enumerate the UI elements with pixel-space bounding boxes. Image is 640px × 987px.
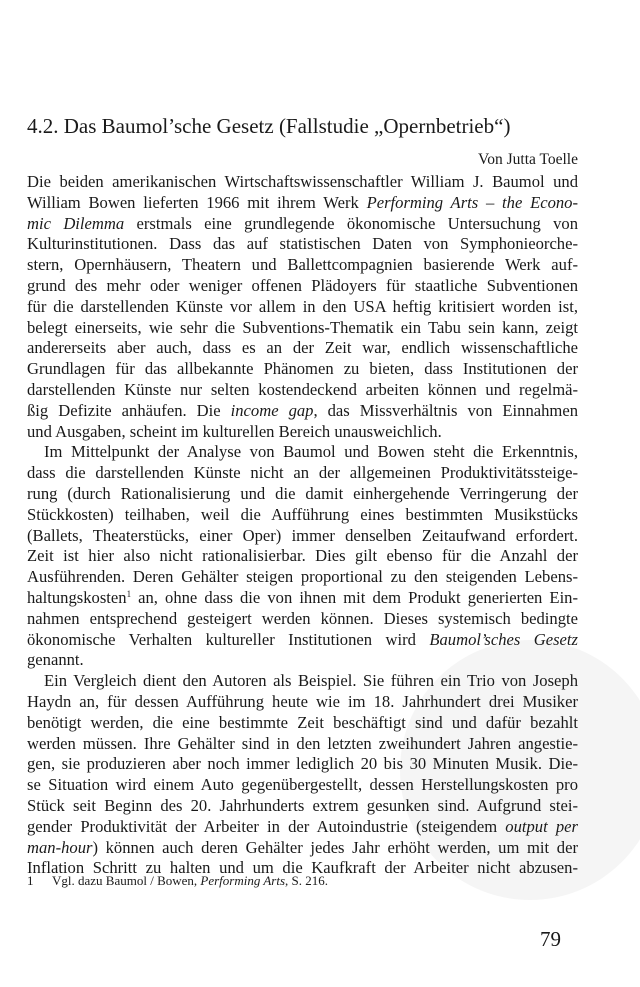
text-line [27, 338, 578, 359]
author-line: Von Jutta Toelle [478, 151, 578, 168]
italic-text: income gap [230, 400, 314, 420]
text-segment: Zeit ist hier also nicht rationalisierbar. Dies gilt ebenso für die Anzahl der [27, 546, 578, 566]
text-line [27, 671, 578, 692]
text-line [27, 172, 578, 193]
text-segment: grund des mehr oder weniger offenen Plädoyers für staatliche Subventionen [27, 275, 578, 295]
text-segment: Grundlagen für das allbekannte Phänomen zu bieten, dass Institutionen der [27, 359, 578, 379]
text-segment: andererseits aber auch, dass es an der Zeit war, endlich wissenschaftliche [27, 338, 578, 358]
paragraph [27, 671, 578, 879]
text-line [27, 630, 578, 651]
text-segment: gender Produktivität der Arbeiter in der Autoindustrie (steigendem [27, 816, 506, 836]
text-segment: gen, sie produzieren aber noch immer lediglich 20 bis 30 Minuten Musik. Die- [27, 754, 578, 774]
text-segment: William Bowen lieferten 1966 mit ihrem Werk [27, 192, 367, 212]
text-line [27, 234, 578, 255]
footnote [27, 873, 328, 889]
text-line [27, 526, 578, 547]
text-line [27, 609, 578, 630]
text-segment: (Ballets, Theaterstücks, einer Oper) immer denselben Zeitaufwand erfordert. [27, 525, 578, 545]
text-segment: Stückkosten) teilhaben, weil die Aufführung eines bestimmten Musikstücks [27, 504, 578, 524]
text-line [27, 734, 578, 755]
section-heading: 4.2. Das Baumol’sche Gesetz (Fallstudie „Opernbetrieb“) [27, 114, 511, 138]
text-line [27, 442, 578, 463]
text-segment: Inflation Schritt zu halten und um die Kaufkraft der Arbeiter nicht abzusen- [27, 858, 578, 878]
italic-text: Baumol’sches Gesetz [429, 629, 578, 649]
text-line [27, 297, 578, 318]
text-segment: se Situation wird einem Auto gegenübergestellt, dessen Herstellungskosten pro [27, 775, 578, 795]
italic-text: mic Dilemma [27, 213, 125, 233]
text-line [27, 567, 578, 588]
text-line [27, 775, 578, 796]
text-segment: Ausführenden. Deren Gehälter steigen proportional zu den steigenden Lebens- [27, 567, 578, 587]
text-segment: belegt einerseits, wie sehr die Subventions-Thematik ein Tabu sein kann, zeigt [27, 317, 578, 337]
text-segment: Haydn an, für dessen Aufführung heute wie im 18. Jahrhundert drei Musiker [27, 691, 578, 711]
text-segment: erstmals eine grundlegende ökonomische Untersuchung von [124, 213, 578, 233]
text-segment: und Ausgaben, scheint im kulturellen Bereich unausweichlich. [27, 421, 442, 441]
footnote-title: Performing Arts [200, 873, 286, 888]
text-line [27, 650, 578, 671]
text-line [27, 359, 578, 380]
text-segment: Ein Vergleich dient den Autoren als Beispiel. Sie führen ein Trio von Joseph [44, 671, 578, 691]
text-line [27, 401, 578, 422]
text-line [27, 255, 578, 276]
text-line [27, 838, 578, 859]
body-text [27, 172, 578, 879]
italic-text: man-hour [27, 837, 93, 857]
text-line [27, 796, 578, 817]
text-segment: benötigt werden, die eine bestimmte Zeit beschäftigt sind und dafür bezahlt [27, 712, 578, 732]
text-segment: Im Mittelpunkt der Analyse von Baumol und Bowen steht die Erkenntnis, [44, 442, 578, 462]
text-segment: dass die darstellenden Künste nicht an der allgemeinen Produktivitätssteige- [27, 463, 578, 483]
text-segment: ökonomische Verhalten kultureller Institutionen wird [27, 629, 430, 649]
text-segment: an, ohne dass die von ihnen mit dem Produkt generierten Ein- [131, 587, 578, 607]
footnote-ref: 1 [126, 588, 132, 599]
text-segment: ) können auch deren Gehälter jedes Jahr erhöht werden, um mit der [92, 837, 578, 857]
text-segment: stern, Opernhäusern, Theatern und Ballettcompagnien basierende Werk auf- [27, 255, 578, 275]
text-segment: werden müssen. Ihre Gehälter sind in den letzten zweihundert Jahren angestie- [27, 733, 578, 753]
text-line [27, 754, 578, 775]
text-segment: ßig Defizite anhäufen. Die [27, 400, 231, 420]
text-segment: Die beiden amerikanischen Wirtschaftswissenschaftler William J. Baumol und [27, 172, 578, 191]
text-line [27, 380, 578, 401]
text-line [27, 193, 578, 214]
text-segment: , das Missverhältnis von Einnahmen [313, 400, 578, 420]
text-segment: rung (durch Rationalisierung und die damit einhergehende Verringerung der [27, 483, 578, 503]
italic-text: Performing Arts – the Econo- [366, 192, 578, 212]
text-line [27, 692, 578, 713]
text-line [27, 546, 578, 567]
footnote-text-end: , S. 216. [285, 873, 329, 888]
text-line [27, 588, 578, 609]
paragraph [27, 442, 578, 671]
text-segment: nahmen entsprechend gesteigert werden können. Dieses systemisch bedingte [27, 608, 578, 628]
footnote-number: 1 [27, 873, 34, 888]
text-segment: Kulturinstitutionen. Dass das auf statistischen Daten von Symphonieorche- [27, 234, 578, 254]
text-segment: für die darstellenden Künste vor allem in den USA heftig kritisiert worden ist, [27, 296, 578, 316]
text-line [27, 422, 578, 443]
text-segment: haltungskosten [27, 587, 127, 607]
page-number: 79 [540, 927, 561, 951]
text-line [27, 276, 578, 297]
text-line [27, 713, 578, 734]
text-line [27, 505, 578, 526]
text-segment: Stück seit Beginn des 20. Jahrhunderts extrem gesunken sind. Aufgrund stei- [27, 795, 578, 815]
text-segment: genannt. [27, 650, 84, 670]
paragraph [27, 172, 578, 442]
text-line [27, 214, 578, 235]
text-line [27, 817, 578, 838]
text-line [27, 318, 578, 339]
footnote-text: Vgl. dazu Baumol / Bowen, [52, 873, 201, 888]
text-line [27, 484, 578, 505]
text-line [27, 463, 578, 484]
text-segment: darstellenden Künste nur selten kostendeckend arbeiten können und regelmä- [27, 379, 578, 399]
italic-text: output per [505, 816, 578, 836]
